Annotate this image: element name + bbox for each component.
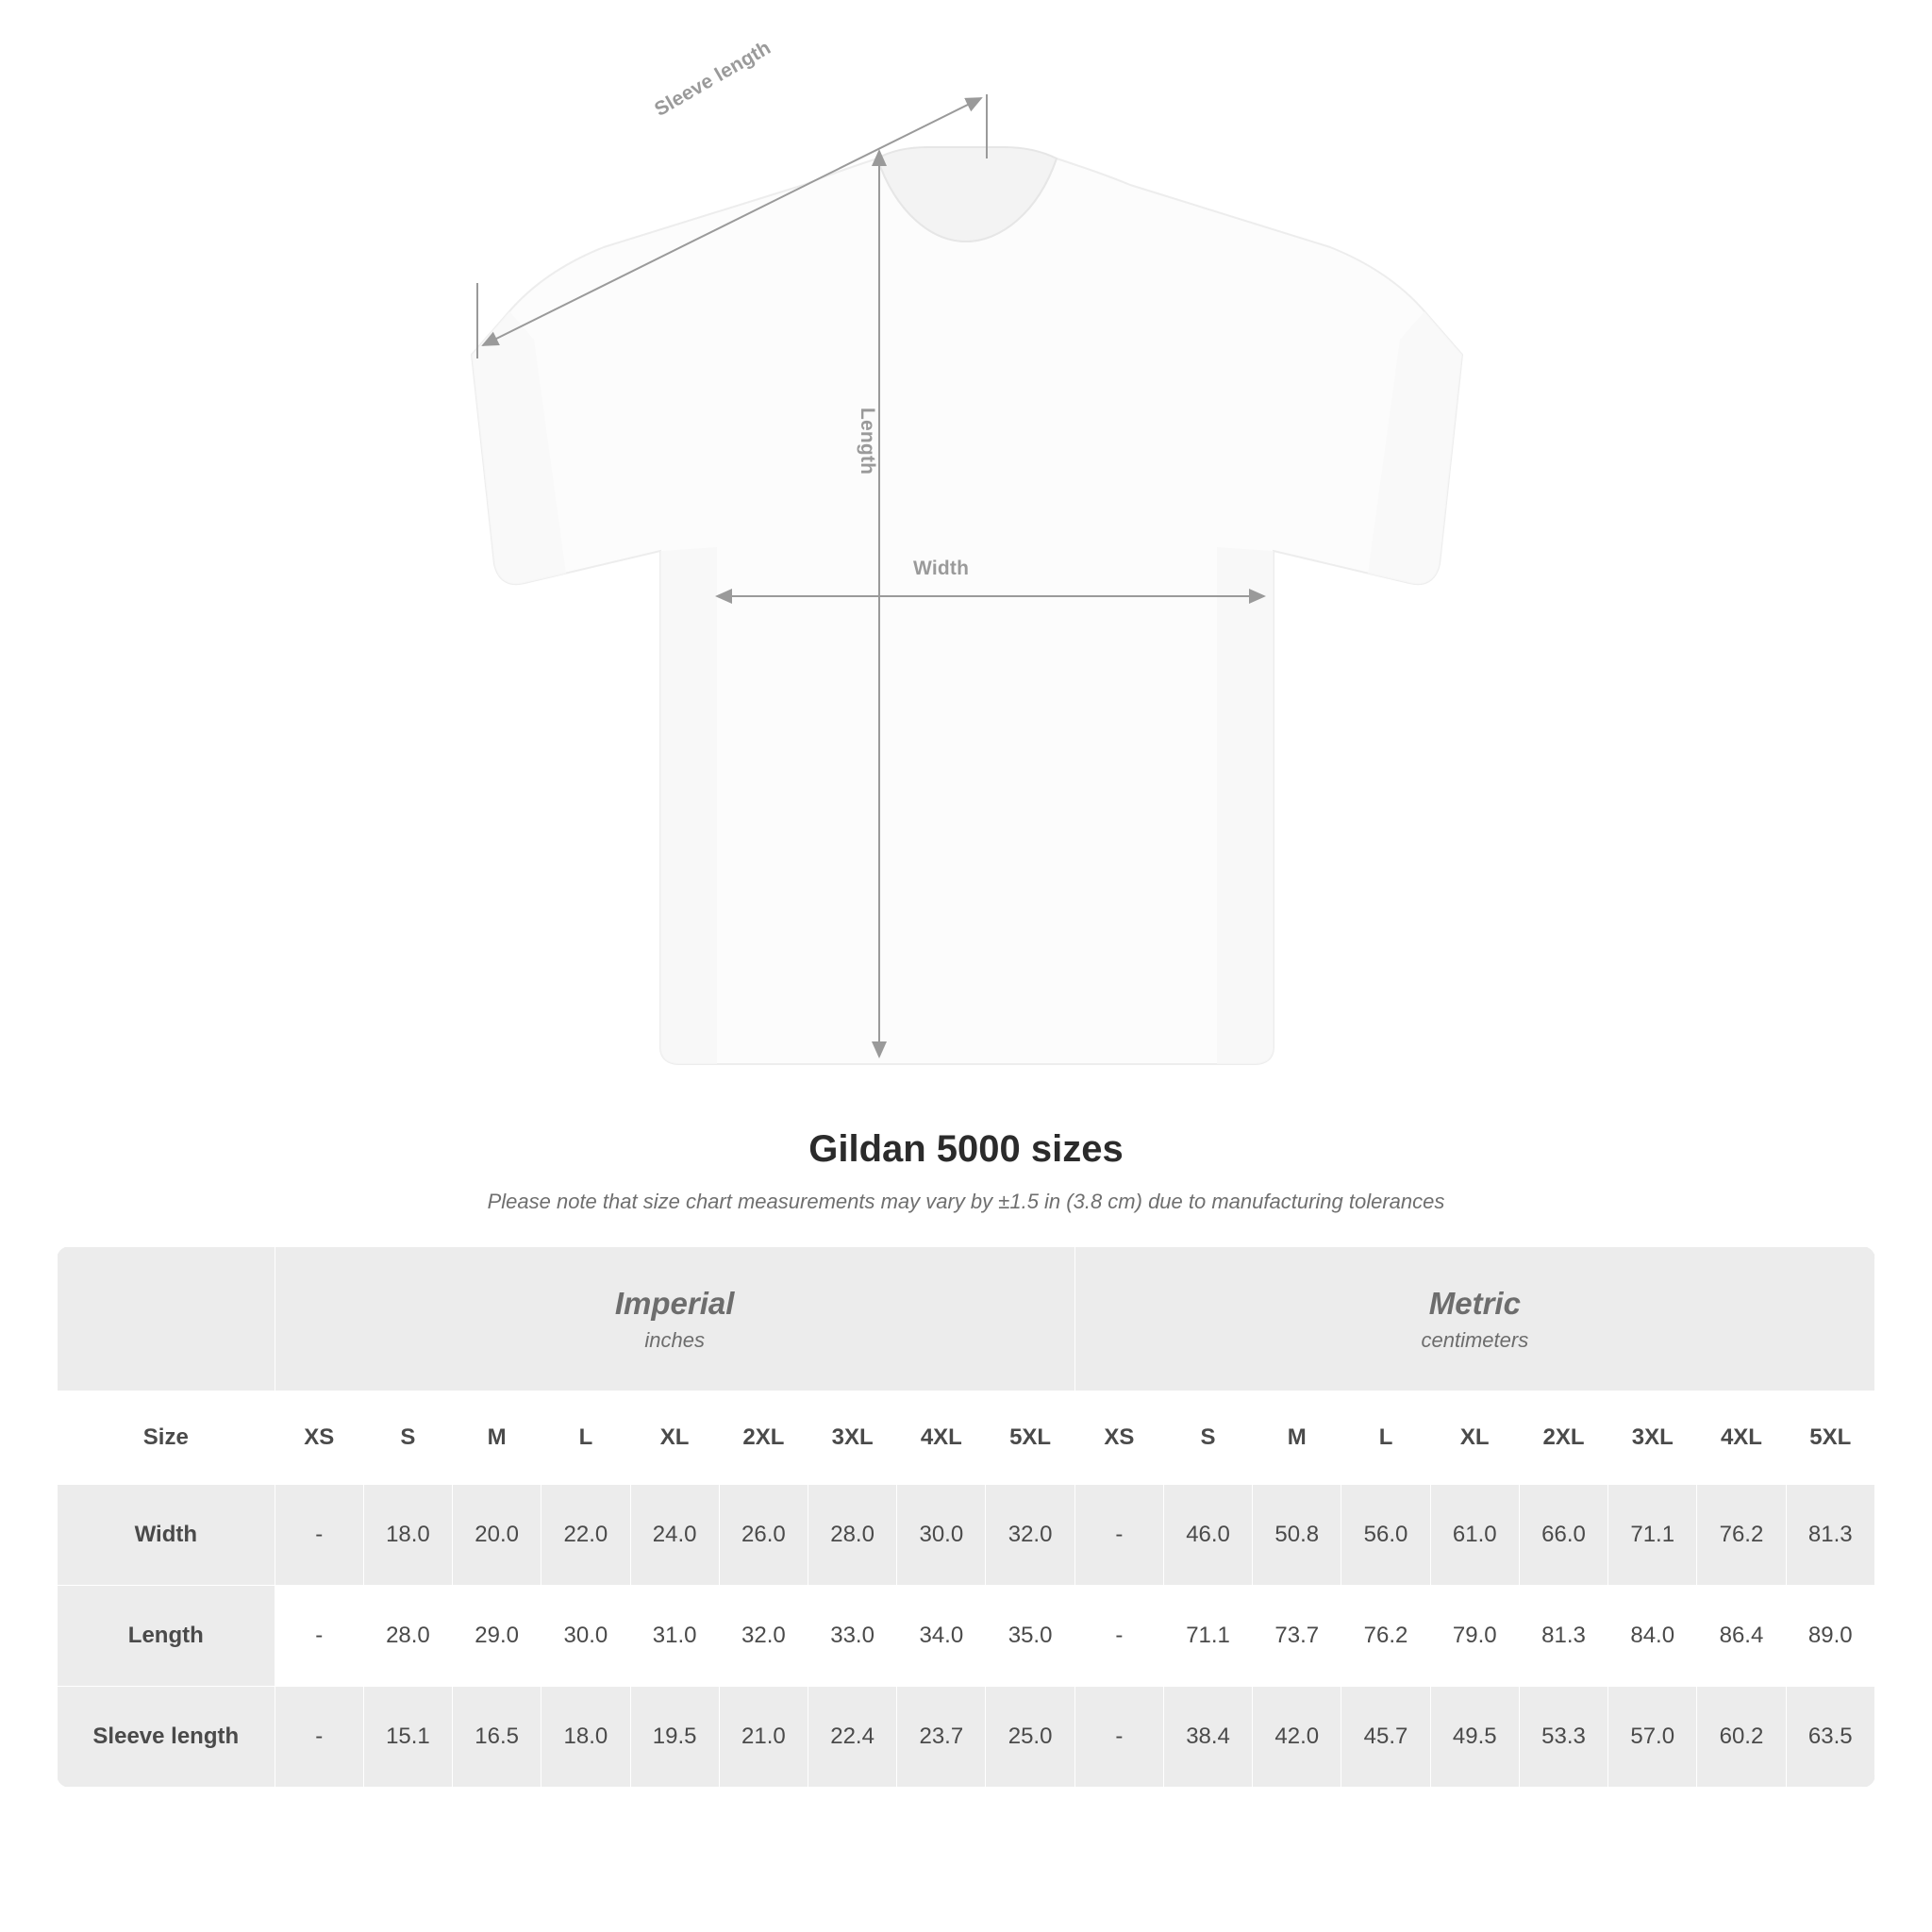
size-header-imperial-xl: XL [630, 1391, 719, 1485]
cell-width-imperial-s: 18.0 [363, 1485, 452, 1586]
unit-name-imperial: Imperial [614, 1286, 735, 1322]
cell-sleeve-imperial-xl: 19.5 [630, 1687, 719, 1788]
cell-sleeve-metric-m: 42.0 [1253, 1687, 1341, 1788]
cell-sleeve-imperial-2xl: 21.0 [719, 1687, 808, 1788]
tolerance-note: Please note that size chart measurements may vary by ±1.5 in (3.8 cm) due to manufacturing tolerances [487, 1190, 1445, 1213]
size-header-label: Size [58, 1391, 275, 1485]
cell-length-metric-xl: 79.0 [1430, 1586, 1519, 1687]
size-header-metric-4xl: 4XL [1697, 1391, 1786, 1485]
unit-sub-imperial: inches [644, 1327, 705, 1352]
size-header-imperial-l: L [541, 1391, 630, 1485]
size-header-imperial-m: M [453, 1391, 541, 1485]
cell-width-imperial-l: 22.0 [541, 1485, 630, 1586]
cell-sleeve-metric-xl: 49.5 [1430, 1687, 1519, 1788]
cell-length-metric-xs: - [1074, 1586, 1163, 1687]
size-header-metric-l: L [1341, 1391, 1430, 1485]
cell-length-imperial-l: 30.0 [541, 1586, 630, 1687]
row-label-sleeve-length: Sleeve length [58, 1687, 275, 1788]
cell-sleeve-imperial-xs: - [275, 1687, 363, 1788]
cell-length-imperial-3xl: 33.0 [808, 1586, 896, 1687]
size-header-imperial-3xl: 3XL [808, 1391, 896, 1485]
size-header-row [58, 1391, 1875, 1485]
sleeve-length-label: Sleeve length [651, 37, 774, 121]
size-header-metric-3xl: 3XL [1608, 1391, 1697, 1485]
cell-sleeve-imperial-m: 16.5 [453, 1687, 541, 1788]
cell-sleeve-imperial-4xl: 23.7 [897, 1687, 986, 1788]
cell-sleeve-metric-2xl: 53.3 [1519, 1687, 1607, 1788]
cell-width-imperial-5xl: 32.0 [986, 1485, 1074, 1586]
row-label-width: Width [58, 1485, 275, 1586]
cell-length-metric-l: 76.2 [1341, 1586, 1430, 1687]
size-header-imperial-xs: XS [275, 1391, 363, 1485]
row-label-length: Length [58, 1586, 275, 1687]
cell-sleeve-metric-xs: - [1074, 1687, 1163, 1788]
cell-width-metric-2xl: 66.0 [1519, 1485, 1607, 1586]
cell-width-imperial-3xl: 28.0 [808, 1485, 896, 1586]
cell-sleeve-imperial-3xl: 22.4 [808, 1687, 896, 1788]
size-header-metric-m: M [1253, 1391, 1341, 1485]
cell-sleeve-metric-s: 38.4 [1163, 1687, 1252, 1788]
cell-length-metric-5xl: 89.0 [1786, 1586, 1874, 1687]
unit-sub-metric: centimeters [1421, 1327, 1529, 1352]
cell-length-metric-m: 73.7 [1253, 1586, 1341, 1687]
cell-length-metric-3xl: 84.0 [1608, 1586, 1697, 1687]
size-header-metric-xl: XL [1430, 1391, 1519, 1485]
cell-width-metric-s: 46.0 [1163, 1485, 1252, 1586]
size-header-metric-2xl: 2XL [1519, 1391, 1607, 1485]
unit-header-imperial [275, 1247, 1074, 1391]
length-label: Length [857, 408, 878, 475]
cell-length-imperial-4xl: 34.0 [897, 1586, 986, 1687]
cell-length-imperial-xs: - [275, 1586, 363, 1687]
cell-length-imperial-m: 29.0 [453, 1586, 541, 1687]
size-header-metric-s: S [1163, 1391, 1252, 1485]
cell-width-imperial-xs: - [275, 1485, 363, 1586]
table-row [58, 1586, 1875, 1687]
cell-length-imperial-2xl: 32.0 [719, 1586, 808, 1687]
cell-sleeve-metric-5xl: 63.5 [1786, 1687, 1874, 1788]
cell-length-imperial-s: 28.0 [363, 1586, 452, 1687]
cell-length-metric-2xl: 81.3 [1519, 1586, 1607, 1687]
table-row [58, 1687, 1875, 1788]
cell-length-metric-s: 71.1 [1163, 1586, 1252, 1687]
cell-width-metric-xl: 61.0 [1430, 1485, 1519, 1586]
cell-sleeve-metric-l: 45.7 [1341, 1687, 1430, 1788]
tshirt-shape [472, 147, 1462, 1064]
cell-width-imperial-xl: 24.0 [630, 1485, 719, 1586]
unit-name-metric: Metric [1428, 1286, 1521, 1322]
cell-width-metric-m: 50.8 [1253, 1485, 1341, 1586]
size-table [57, 1246, 1875, 1788]
unit-header-metric [1074, 1247, 1874, 1391]
cell-width-imperial-2xl: 26.0 [719, 1485, 808, 1586]
unit-header-row [58, 1247, 1875, 1391]
cell-sleeve-imperial-s: 15.1 [363, 1687, 452, 1788]
cell-sleeve-metric-4xl: 60.2 [1697, 1687, 1786, 1788]
size-header-imperial-s: S [363, 1391, 452, 1485]
size-table-wrapper [57, 1246, 1875, 1788]
cell-width-metric-3xl: 71.1 [1608, 1485, 1697, 1586]
cell-width-metric-5xl: 81.3 [1786, 1485, 1874, 1586]
cell-width-metric-l: 56.0 [1341, 1485, 1430, 1586]
size-header-imperial-4xl: 4XL [897, 1391, 986, 1485]
size-header-metric-5xl: 5XL [1786, 1391, 1874, 1485]
width-label: Width [913, 558, 970, 579]
size-header-metric-xs: XS [1074, 1391, 1163, 1485]
cell-sleeve-imperial-5xl: 25.0 [986, 1687, 1074, 1788]
size-header-imperial-2xl: 2XL [719, 1391, 808, 1485]
cell-width-imperial-4xl: 30.0 [897, 1485, 986, 1586]
cell-length-imperial-xl: 31.0 [630, 1586, 719, 1687]
cell-sleeve-imperial-l: 18.0 [541, 1687, 630, 1788]
cell-length-imperial-5xl: 35.0 [986, 1586, 1074, 1687]
title-block [0, 1128, 1932, 1214]
corner-cell [58, 1247, 275, 1391]
cell-width-metric-xs: - [1074, 1485, 1163, 1586]
size-header-imperial-5xl: 5XL [986, 1391, 1074, 1485]
page-title: Gildan 5000 sizes [808, 1128, 1124, 1170]
table-row [58, 1485, 1875, 1586]
cell-width-imperial-m: 20.0 [453, 1485, 541, 1586]
cell-length-metric-4xl: 86.4 [1697, 1586, 1786, 1687]
cell-width-metric-4xl: 76.2 [1697, 1485, 1786, 1586]
cell-sleeve-metric-3xl: 57.0 [1608, 1687, 1697, 1788]
